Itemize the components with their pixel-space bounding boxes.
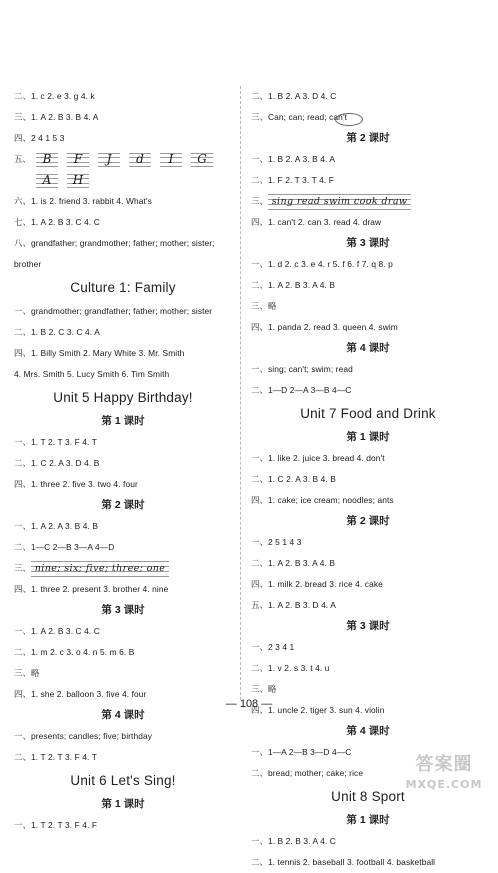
- unit-title: Unit 5 Happy Birthday!: [53, 390, 193, 405]
- answer-line: 二、1. F 2. T 3. T 4. F: [251, 175, 334, 185]
- answer-line: 一、1. B 2. B 3. A 4. C: [251, 836, 336, 846]
- lesson-heading: 第 2 课时: [346, 515, 390, 527]
- answer-line: 一、2 3 4 1: [251, 642, 295, 652]
- page-number: — 108 —: [225, 698, 273, 710]
- answer-line: 二、1. c 2. e 3. g 4. k: [14, 91, 95, 101]
- handwriting-answer-line: [14, 558, 232, 579]
- answer-line: 八、grandfather; grandmother; father; mother; sister;: [14, 238, 215, 248]
- unit-title: Unit 6 Let's Sing!: [70, 773, 176, 788]
- answer-line: 四、1. three 2. five 3. two 4. four: [14, 479, 138, 489]
- handwritten-letter: G: [191, 151, 213, 168]
- answer-line: 三、略: [251, 684, 277, 694]
- answer-line: 一、1. T 2. T 3. F 4. T: [14, 437, 97, 447]
- lesson-heading: 第 3 课时: [346, 237, 390, 249]
- handwritten-letter: d: [129, 151, 151, 168]
- answer-line: 二、1. C 2. A 3. D 4. B: [14, 458, 100, 468]
- lesson-heading: 第 2 课时: [346, 132, 390, 144]
- answer-text: 三、Can; can; read; can't: [251, 112, 348, 122]
- lesson-heading: 第 1 课时: [101, 415, 145, 427]
- answer-line: 一、1—A 2—B 3—D 4—C: [251, 747, 352, 757]
- answer-line: 一、sing; can't; swim; read: [251, 364, 353, 374]
- handwritten-words: sing read swim cook draw: [268, 191, 412, 212]
- answer-line: 一、grandmother; grandfather; father; mother; sister: [14, 306, 213, 316]
- answer-line: 二、1. m 2. c 3. o 4. n 5. m 6. B: [14, 647, 135, 657]
- left-column: [14, 86, 232, 836]
- answer-line: 二、1. A 2. B 3. A 4. B: [251, 280, 336, 290]
- answer-line: 六、1. is 2. friend 3. rabbit 4. What's: [14, 196, 152, 206]
- answer-line: 五、1. A 2. B 3. D 4. A: [251, 600, 336, 610]
- answer-line: 二、1. A 2. B 3. A 4. B: [251, 558, 336, 568]
- answer-line: 一、1. like 2. juice 3. bread 4. don't: [251, 453, 385, 463]
- answer-line: 四、1. panda 2. read 3. queen 4. swim: [251, 322, 398, 332]
- answer-line: [251, 107, 485, 128]
- answer-line: 二、1. T 2. T 3. F 4. T: [14, 752, 97, 762]
- unit-title: Unit 7 Food and Drink: [300, 406, 436, 421]
- lesson-heading: 第 2 课时: [101, 499, 145, 511]
- answer-line: 二、1. C 2. A 3. B 4. B: [251, 474, 336, 484]
- answer-line: 三、略: [251, 301, 277, 311]
- answer-line: 四、1. she 2. balloon 3. five 4. four: [14, 689, 147, 699]
- lesson-heading: 第 1 课时: [101, 798, 145, 810]
- answer-line: 4. Mrs. Smith 5. Lucy Smith 6. Tim Smith: [14, 369, 170, 379]
- answer-line: brother: [14, 259, 42, 269]
- letter-writing-row: [14, 170, 232, 191]
- handwritten-letter: H: [67, 172, 89, 189]
- letter-writing-row: [14, 149, 232, 170]
- unit-title: Culture 1: Family: [70, 280, 176, 295]
- watermark-text-top: 答案圈: [415, 754, 473, 775]
- answer-line: 四、1. cake; ice cream; noodles; ants: [251, 495, 394, 505]
- section-label: 三、: [14, 563, 31, 573]
- answer-line: 二、1. B 2. A 3. D 4. C: [251, 91, 337, 101]
- answer-line: 二、bread; mother; cake; rice: [251, 768, 364, 778]
- answer-line: 一、2 5 1 4 3: [251, 537, 302, 547]
- lesson-heading: 第 1 课时: [346, 814, 390, 826]
- handwritten-letter: B: [36, 151, 58, 168]
- answer-line: 二、1. v 2. s 3. t 4. u: [251, 663, 330, 673]
- answer-line: 一、1. d 2. c 3. e 4. r 5. f 6. f 7. q 8. p: [251, 259, 393, 269]
- lesson-heading: 第 4 课时: [346, 342, 390, 354]
- answer-line: 一、1. A 2. A 3. B 4. B: [14, 521, 99, 531]
- handwritten-words: nine; six; five; three; one: [31, 558, 170, 579]
- answer-line: 二、1. tennis 2. baseball 3. football 4. basketball: [251, 857, 436, 867]
- column-divider: [240, 86, 241, 700]
- lesson-heading: 第 1 课时: [346, 431, 390, 443]
- handwritten-letter: A: [36, 172, 58, 189]
- answer-line: 四、2 4 1 5 3: [14, 133, 65, 143]
- answer-line: 二、1. B 2. C 3. C 4. A: [14, 327, 100, 337]
- unit-title: Unit 8 Sport: [331, 789, 405, 804]
- lesson-heading: 第 4 课时: [101, 709, 145, 721]
- section-label: 五、: [14, 154, 31, 164]
- lesson-heading: 第 3 课时: [346, 620, 390, 632]
- answer-line: 三、略: [14, 668, 40, 678]
- answer-line: 四、1. three 2. present 3. brother 4. nine: [14, 584, 169, 594]
- section-label: 三、: [251, 196, 268, 206]
- handwritten-letter: F: [67, 151, 89, 168]
- handwritten-letter: J: [98, 151, 120, 168]
- answer-line: 一、1. T 2. T 3. F 4. F: [14, 820, 98, 830]
- handwritten-letter: I: [160, 151, 182, 168]
- lesson-heading: 第 4 课时: [346, 725, 390, 737]
- watermark-text-bottom: MXQE.COM: [405, 778, 483, 791]
- answer-line: 四、1. Billy Smith 2. Mary White 3. Mr. Smith: [14, 348, 185, 358]
- answer-line: 四、1. milk 2. bread 3. rice 4. cake: [251, 579, 383, 589]
- answer-line: 一、presents; candles; five; birthday: [14, 731, 153, 741]
- answer-line: 三、1. A 2. B 3. B 4. A: [14, 112, 99, 122]
- stamp-mark: [335, 113, 363, 126]
- answer-line: 二、1—C 2—B 3—A 4—D: [14, 542, 115, 552]
- answer-line: 七、1. A 2. B 3. C 4. C: [14, 217, 100, 227]
- answer-line: 一、1. A 2. B 3. C 4. C: [14, 626, 100, 636]
- answer-line: 四、1. uncle 2. tiger 3. sun 4. violin: [251, 705, 385, 715]
- watermark-logo: [396, 752, 492, 798]
- answer-line: 二、1—D 2—A 3—B 4—C: [251, 385, 352, 395]
- handwriting-answer-line: [251, 191, 485, 212]
- answer-line: 一、1. B 2. A 3. B 4. A: [251, 154, 336, 164]
- lesson-heading: 第 3 课时: [101, 604, 145, 616]
- answer-line: 四、1. can't 2. can 3. read 4. draw: [251, 217, 382, 227]
